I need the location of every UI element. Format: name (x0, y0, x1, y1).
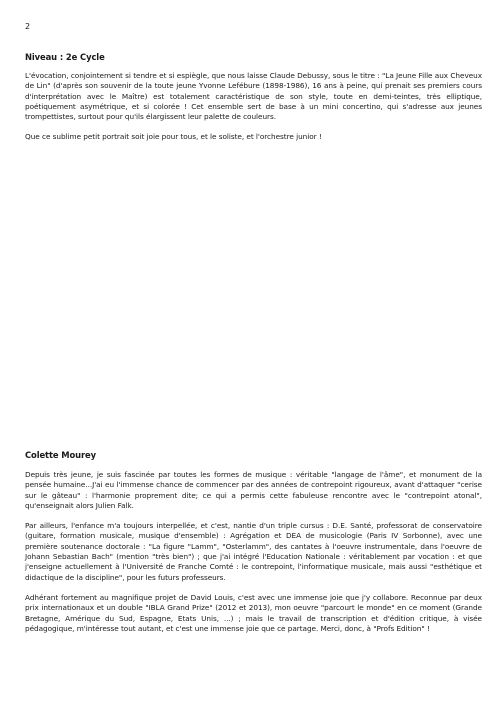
page-number: 2 (25, 22, 31, 31)
niveau-paragraph-wish: Que ce sublime petit portrait soit joie pour tous, et le soliste, et l'orchestre junior ! (25, 132, 322, 142)
niveau-title: Niveau : 2e Cycle (25, 52, 105, 62)
niveau-paragraph-description: L'évocation, conjointement si tendre et si espiègle, que nous laisse Claude Debussy, sous le titre : "La Jeune Fille aux Cheveux de Lin" (d'après son souvenir de la toute jeune Yvonne Lefébure (1898-1986), 16 ans à peine, qui prenait ses premiers cours d'interprétation avec le Maître) est totalement caractéristique de son style, toute en demi-teintes, très elliptique, poétiquement asymétrique, et si colorée ! Cet ensemble sert de base à un mini concertino, qui s'adresse aux jeunes trompettistes, surtout pour qu'ils élargissent leur palette de couleurs. (25, 71, 482, 122)
author-name-title: Colette Mourey (25, 450, 96, 460)
author-bio-section (25, 450, 482, 644)
niveau-section (25, 52, 482, 153)
bio-paragraph-career: Par ailleurs, l'enfance m'a toujours interpellée, et c'est, nantie d'un triple cursus : D.E. Santé, professorat de conservatoire (guitare, formation musicale, musique d'ensemble) : Agrégation et DEA de musicologie (Paris IV Sorbonne), avec une première soutenance doctorale : "La figure "Lamm", "Osterlamm", des cantates à l'oeuvre instrumentale, dans l'oeuvre de Johann Sebastian Bach" (mention "très bien") ; que j'ai intégré l'Education Nationale : véritablement par vocation : et que j'enseigne actuellement à l'Université de Franche Comté : le contrepoint, l'informatique musicale, mais aussi "esthétique et didactique de la discipline", pour les futurs professeurs. (25, 521, 482, 582)
bio-paragraph-youth: Depuis très jeune, je suis fascinée par toutes les formes de musique : véritable "langage de l'âme", et monument de la pensée humaine...J'ai eu l'immense chance de commencer par des années de contrepoint rigoureux, avant d'attaquer "cerise sur le gâteau" : l'harmonie proprement dite; ce qui a permis cette fabuleuse rencontre avec le "contrepoint atonal", qu'enseignait alors Julien Falk. (25, 470, 482, 510)
bio-paragraph-collaboration: Adhérant fortement au magnifique projet de David Louis, c'est avec une immense joie que j'y collabore. Reconnue par deux prix internationaux et un double "IBLA Grand Prize" (2012 et 2013), mon oeuvre "parcourt le monde" en ce moment (Grande Bretagne, Amérique du Sud, Espagne, Etats Unis, ...) ; mais le travail de transcription et d'édition critique, à visée pédagogique, m'intéresse tout autant, et c'est une immense joie que ce partage. Merci, donc, à "Profs Edition" ! (25, 592, 482, 633)
